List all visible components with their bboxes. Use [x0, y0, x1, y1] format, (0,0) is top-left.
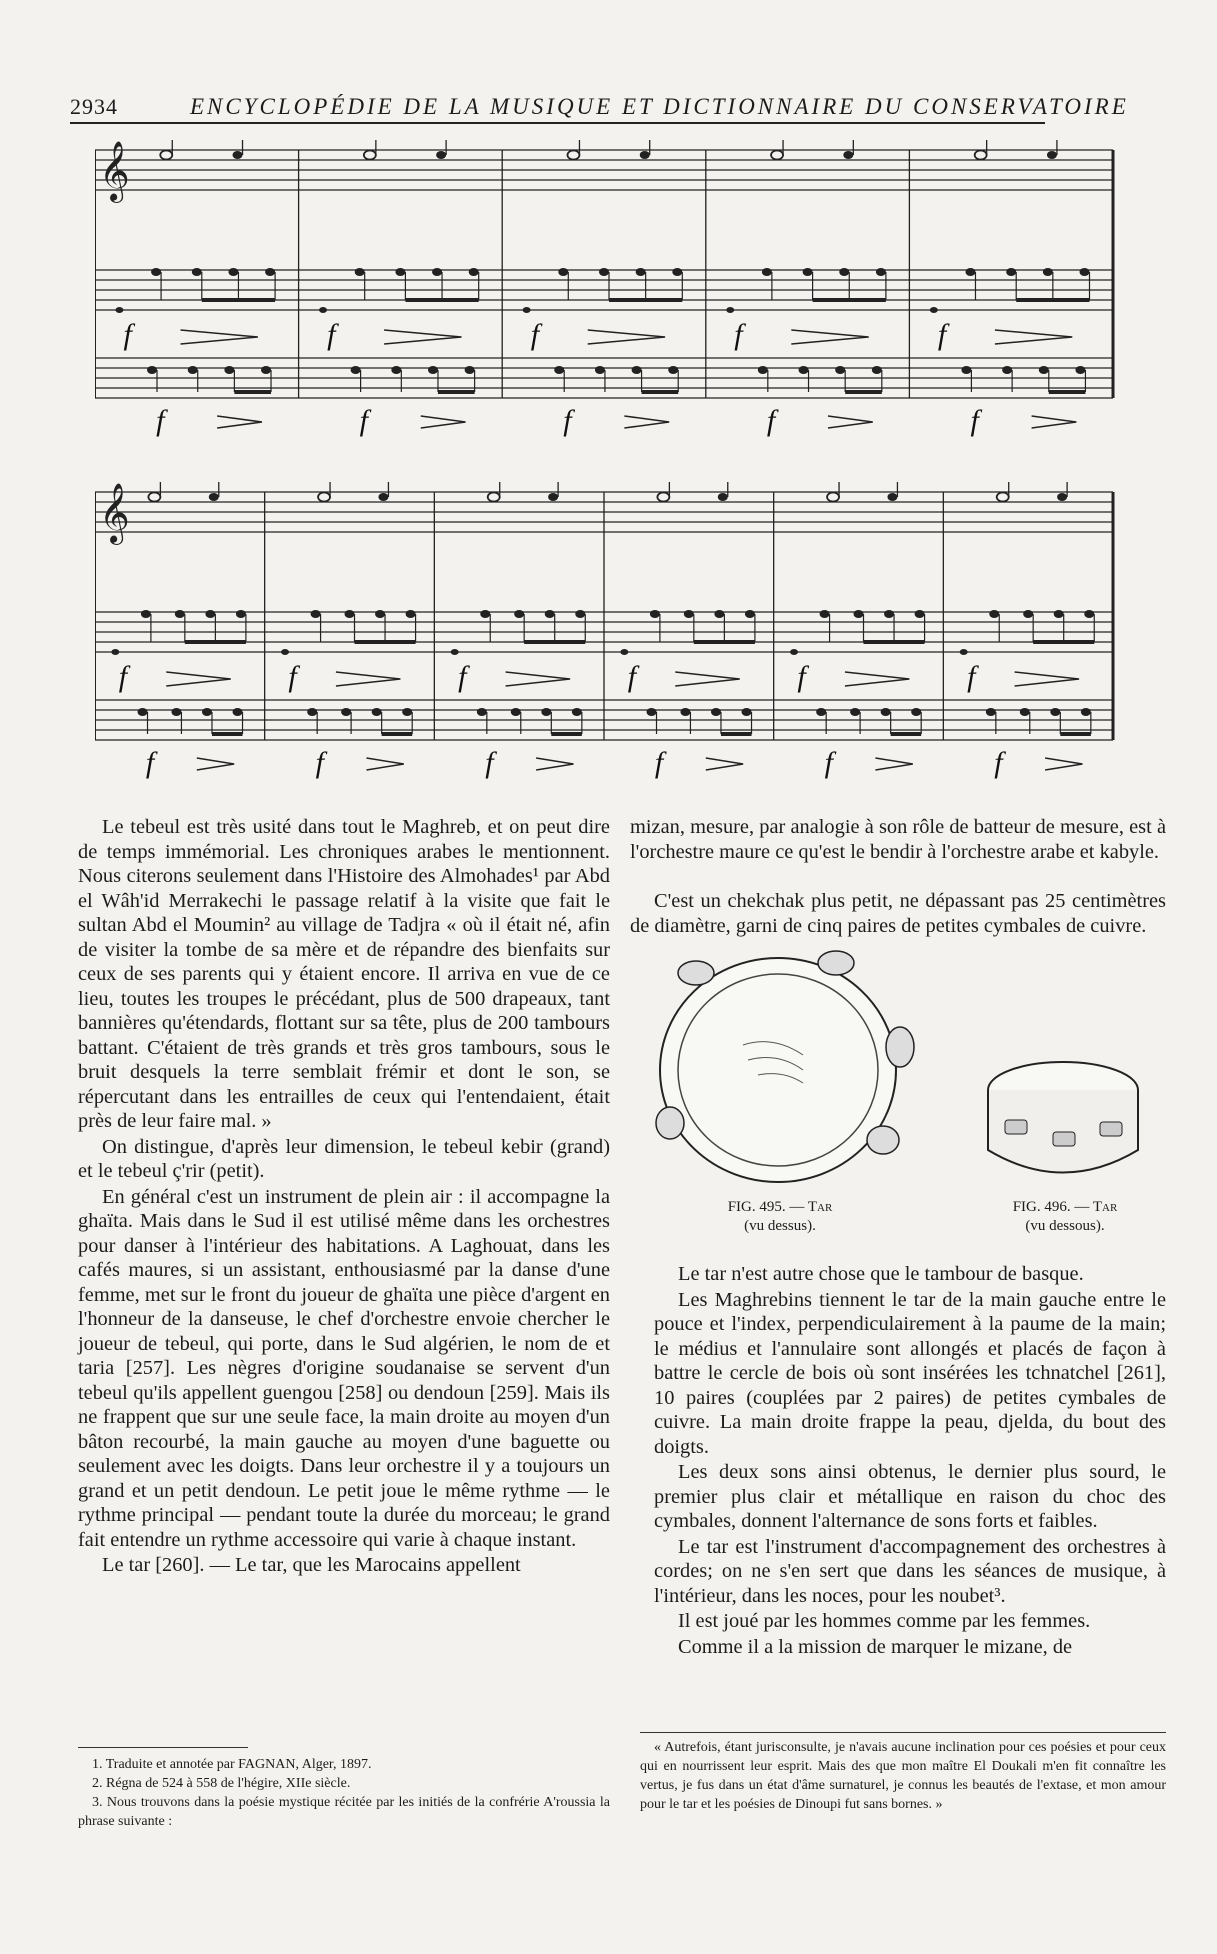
figure-496-tar-illustration: [975, 1050, 1150, 1195]
svg-text:f: f: [156, 404, 165, 437]
paragraph: mizan, mesure, par analogie à son rôle de batteur de mesure, est à l'orchestre maure ce qu'est le bendir à l'orchestre arabe et kabyle.: [630, 816, 1166, 863]
paragraph: Le tar est l'instrument d'accompagnement des orchestres à cordes; on ne s'en sert que dans les séances de musique, à l'intérieur, dans les noces, pour les noubet³.: [654, 1535, 1166, 1607]
right-column-top: [630, 815, 1166, 864]
svg-text:f: f: [359, 404, 369, 437]
footnote-right: [640, 1738, 1166, 1814]
paragraph: Les Maghrebins tiennent le tar de la main gauche entre le pouce et l'index, perpendiculairement à la paume de la main; le médius et l'annulaire sont allongés et placés de façon à battre le cercle de bois où sont insérées les tchnatchel [261], 10 paires (couplées par 2 paires) de petites cymbales de cuivre. La main droite frappe la peau, djelda, du bout des doigts.: [654, 1288, 1166, 1458]
svg-text:f: f: [797, 660, 806, 693]
footnote: 1. Traduite et annotée par FAGNAN, Alger, 1897.: [92, 1757, 372, 1772]
svg-text:f: f: [970, 404, 979, 437]
footnote: 2. Régna de 524 à 558 de l'hégire, XIIe siècle.: [92, 1776, 351, 1791]
paragraph: Comme il a la mission de marquer le mizane, de: [678, 1635, 1073, 1658]
right-column-wrap: [630, 889, 1166, 938]
svg-text:f: f: [485, 746, 494, 779]
svg-text:f: f: [458, 660, 467, 693]
page-number: 2934: [70, 94, 118, 119]
paragraph: Il est joué par les hommes comme par les femmes.: [678, 1610, 1091, 1632]
svg-text:f: f: [145, 746, 155, 779]
figure-495-caption: FIG. 495. — Tar (vu dessus).: [727, 1199, 833, 1234]
paragraph: Le tar n'est autre chose que le tambour de basque.: [678, 1263, 1084, 1285]
left-column: [78, 815, 610, 1578]
svg-text:f: f: [288, 660, 297, 693]
right-column-bottom: [654, 1262, 1166, 1659]
footnote: 3. Nous trouvons dans la poésie mystique récitée par les initiés de la confrérie A'roussia la phrase suivante :: [78, 1795, 610, 1829]
svg-text:𝄞: 𝄞: [99, 483, 130, 543]
svg-text:f: f: [123, 318, 132, 351]
running-title: ENCYCLOPÉDIE DE LA MUSIQUE ET DICTIONNAIRE DU CONSERVATOIRE: [190, 94, 1129, 119]
running-header: [70, 92, 1129, 124]
svg-text:f: f: [627, 660, 637, 693]
svg-text:f: f: [118, 660, 128, 693]
svg-text:f: f: [654, 746, 664, 779]
svg-text:f: f: [327, 318, 336, 351]
paragraph: On distingue, d'après leur dimension, le tebeul kebir (grand) et le tebeul ç'rir (petit).: [78, 1135, 610, 1182]
paragraph: Le tar [260]. — Le tar, que les Marocains appellent: [102, 1554, 521, 1576]
figure-495-tar-illustration: [648, 935, 928, 1205]
svg-text:f: f: [315, 746, 324, 779]
paragraph: Le tebeul est très usité dans tout le Maghreb, et on peut dire de temps immémorial. Les chroniques arabes le mentionnent. Nous citerons seulement dans l'Histoire des Almohades¹ par Abd el Wâh'id Merrakechi le passage relatif à la visite que fait le sultan Abd el Moumin² au village de Tadjra « où il était né, afin de visiter la tombe de sa mère et de répandre des bienfaits sur ceux de ses parents qui y étaient encore. Il arriva en vue de ce lieu, toutes les troupes le précédant, plus de 500 drapeaux, tant bannières qu'étendards, flottant sur sa tête, plus de 200 tambours battant. C'étaient de très grands et très gros tambours, sous le bruit desquels la terre semblait frémir et dont le son, se répercutant dans les entrailles de ceux qui l'entendaient, était près de leur faire mal. »: [78, 816, 610, 1132]
svg-text:f: f: [530, 318, 540, 351]
figure-496-caption: FIG. 496. — Tar (vu dessous).: [1012, 1199, 1118, 1234]
svg-text:f: f: [734, 318, 743, 351]
svg-text:f: f: [937, 318, 947, 351]
svg-text:f: f: [563, 404, 572, 437]
svg-text:f: f: [766, 404, 776, 437]
music-score-system-2: [95, 482, 1125, 792]
music-score-system-1: [95, 140, 1125, 450]
svg-text:f: f: [994, 746, 1003, 779]
svg-text:f: f: [824, 746, 833, 779]
svg-text:𝄞: 𝄞: [99, 141, 130, 201]
footnotes-left: [78, 1755, 610, 1831]
svg-text:f: f: [967, 660, 976, 693]
paragraph: Les deux sons ainsi obtenus, le dernier plus sourd, le premier plus clair et métallique en raison du choc des cymbales, donnent l'alternance de sons forts et faibles.: [654, 1461, 1166, 1532]
paragraph: C'est un chekchak plus petit, ne dépassant pas 25 centimètres de diamètre, garni de cinq paires de petites cymbales de cuivre.: [630, 890, 1166, 937]
paragraph: En général c'est un instrument de plein air : il accompagne la ghaïta. Mais dans le Sud il est utilisé même dans les orchestres pour danser à l'intérieur des habitations. A Laghouat, dans les cafés maures, si un assistant, enthousiasmé par la danse d'une femme, met sur le front du joueur de ghaïta une pièce d'argent en l'honneur de la danseuse, le chef d'orchestre envoie chercher le joueur de tebeul, qui porte, dans le Sud algérien, le nom de et taria [257]. Les nègres d'origine soudanaise se servent d'un tebeul qu'ils appellent guengou [258] ou dendoun [259]. Mais ils ne frappent que sur une seule face, la main droite au moyen d'un bâton recourbé, la main gauche au moyen d'une baguette ou seulement avec les doigts. Dans leur orchestre il y a toujours un grand et un petit dendoun. Le petit joue le même rythme — le rythme principal — pendant toute la durée du morceau; le grand fait entendre un rythme accessoire qui varie à chaque instant.: [78, 1185, 610, 1551]
footnote: « Autrefois, étant jurisconsulte, je n'avais aucune inclination pour ces poésies et pour ceux qui en nourrissent leur esprit. Mais des que mon maître El Doukali m'en fit connaître les vertus, je fus dans un état d'âme surnaturel, je connus les beautés de l'extase, et mon amour pour le tar et les poésies de Dinoupi fut sans bornes. »: [640, 1740, 1166, 1812]
